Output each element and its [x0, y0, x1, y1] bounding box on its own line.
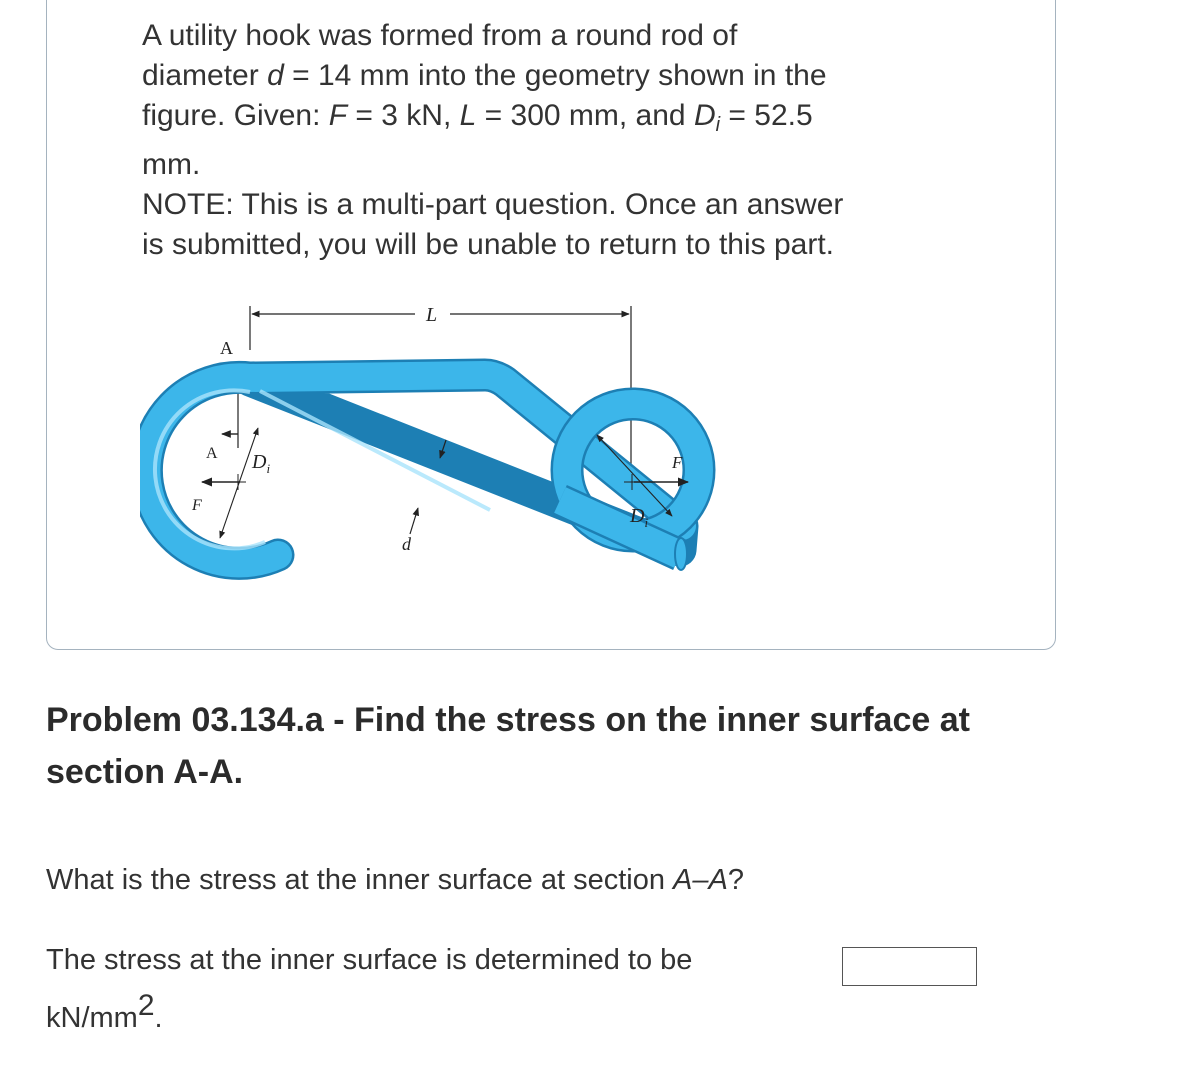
- label-di-right: $D_i$: [630, 505, 649, 530]
- statement-line-1: A utility hook was formed from a round rod of: [142, 19, 738, 52]
- left-loop-annotations: [191, 408, 270, 538]
- problem-statement: [142, 16, 982, 265]
- question-text: What is the stress at the inner surface at section A–A?: [46, 864, 744, 896]
- label-a-top: A: [220, 338, 233, 358]
- note-line-2: is submitted, you will be unable to return to this part.: [142, 228, 835, 261]
- statement-line-2: diameter d = 14 mm into the geometry shown in the: [142, 59, 827, 92]
- label-a-inner: A: [206, 445, 218, 462]
- statement-line-4: mm.: [142, 148, 201, 181]
- answer-unit: $kN/mm^2$.: [46, 989, 163, 1034]
- note-line-1: NOTE: This is a multi-part question. Once an answer: [142, 188, 844, 221]
- problem-title: Problem 03.134.a - Find the stress on the inner surface at section A-A.: [46, 701, 970, 791]
- hook-rod: [146, 375, 699, 570]
- label-di-left: $D_i$: [252, 451, 271, 476]
- hook-figure: [140, 298, 740, 588]
- label-f-right: F: [672, 453, 683, 472]
- statement-line-3: figure. Given: F = 3 kN, L = 300 mm, and $D_i = 52.5$: [142, 99, 813, 136]
- label-l: L: [426, 304, 438, 326]
- answer-prompt: The stress at the inner surface is determined to be: [46, 944, 693, 976]
- label-f-left: F: [192, 497, 202, 514]
- label-d: d: [402, 534, 411, 554]
- stress-answer-input[interactable]: [842, 947, 977, 986]
